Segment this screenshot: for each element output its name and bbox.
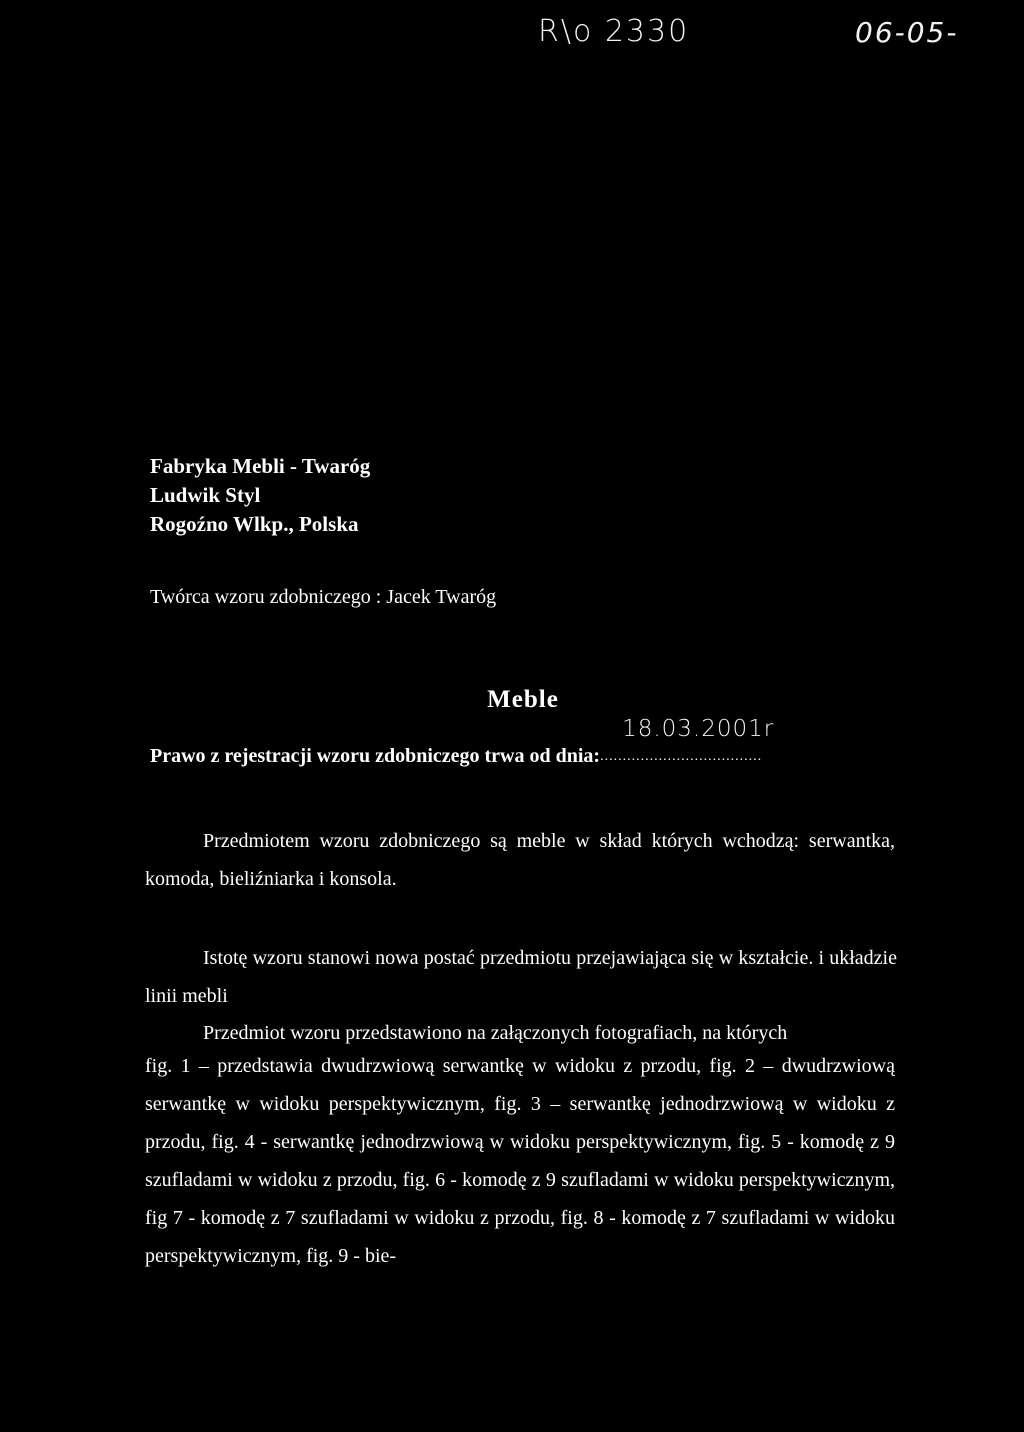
- paragraph-subject: Przedmiotem wzoru zdobniczego są meble w skład których wchodzą: serwantka, komoda, bieliźniarka i konsola.: [145, 830, 895, 890]
- paragraph-essence: Istotę wzoru stanowi nowa postać przedmiotu przejawiająca się w kształcie. i układzie linii mebli: [145, 947, 897, 1007]
- paragraph-figures-list: fig. 1 – przedstawia dwudrzwiową serwantkę w widoku z przodu, fig. 2 – dwudrzwiową serwantkę w widoku perspektywicznym, fig. 3 – serwantkę jednodrzwiową w widoku z przodu, fig. 4 - serwantkę jednodrzwiową w widoku perspektywicznym, fig. 5 - komodę z 9 szufladami w widoku z przodu, fig. 6 - komodę z 9 szufladami w widoku perspektywicznym, fig 7 - komodę z 7 szufladami w widoku z przodu, fig. 8 - komodę z 7 szufladami w widoku perspektywicznym, fig. 9 - bie-: [145, 1055, 895, 1267]
- registration-date-field: [600, 716, 775, 764]
- registration-rights-label: Prawo z rejestracji wzoru zdobniczego trwa od dnia:: [150, 745, 601, 767]
- handwritten-reference-number: R\o 2330: [538, 14, 690, 49]
- paragraph-figures-intro: Przedmiot wzoru przedstawiono na załączonych fotografiach, na których: [203, 1022, 788, 1044]
- company-name: Fabryka Mebli - Twaróg: [150, 454, 371, 478]
- company-address-block: [150, 452, 370, 539]
- company-location: Rogoźno Wlkp., Polska: [150, 512, 359, 536]
- registration-rights-line: [150, 716, 775, 768]
- design-creator-line: Twórca wzoru zdobniczego : Jacek Twaróg: [150, 586, 497, 608]
- handwritten-top-date: 06-05-: [855, 16, 959, 49]
- document-title: Meble: [487, 686, 559, 713]
- company-owner: Ludwik Styl: [150, 483, 261, 507]
- handwritten-registration-date: 18.03.2001r: [622, 716, 775, 742]
- dotted-fill-line: ....................................: [600, 749, 763, 764]
